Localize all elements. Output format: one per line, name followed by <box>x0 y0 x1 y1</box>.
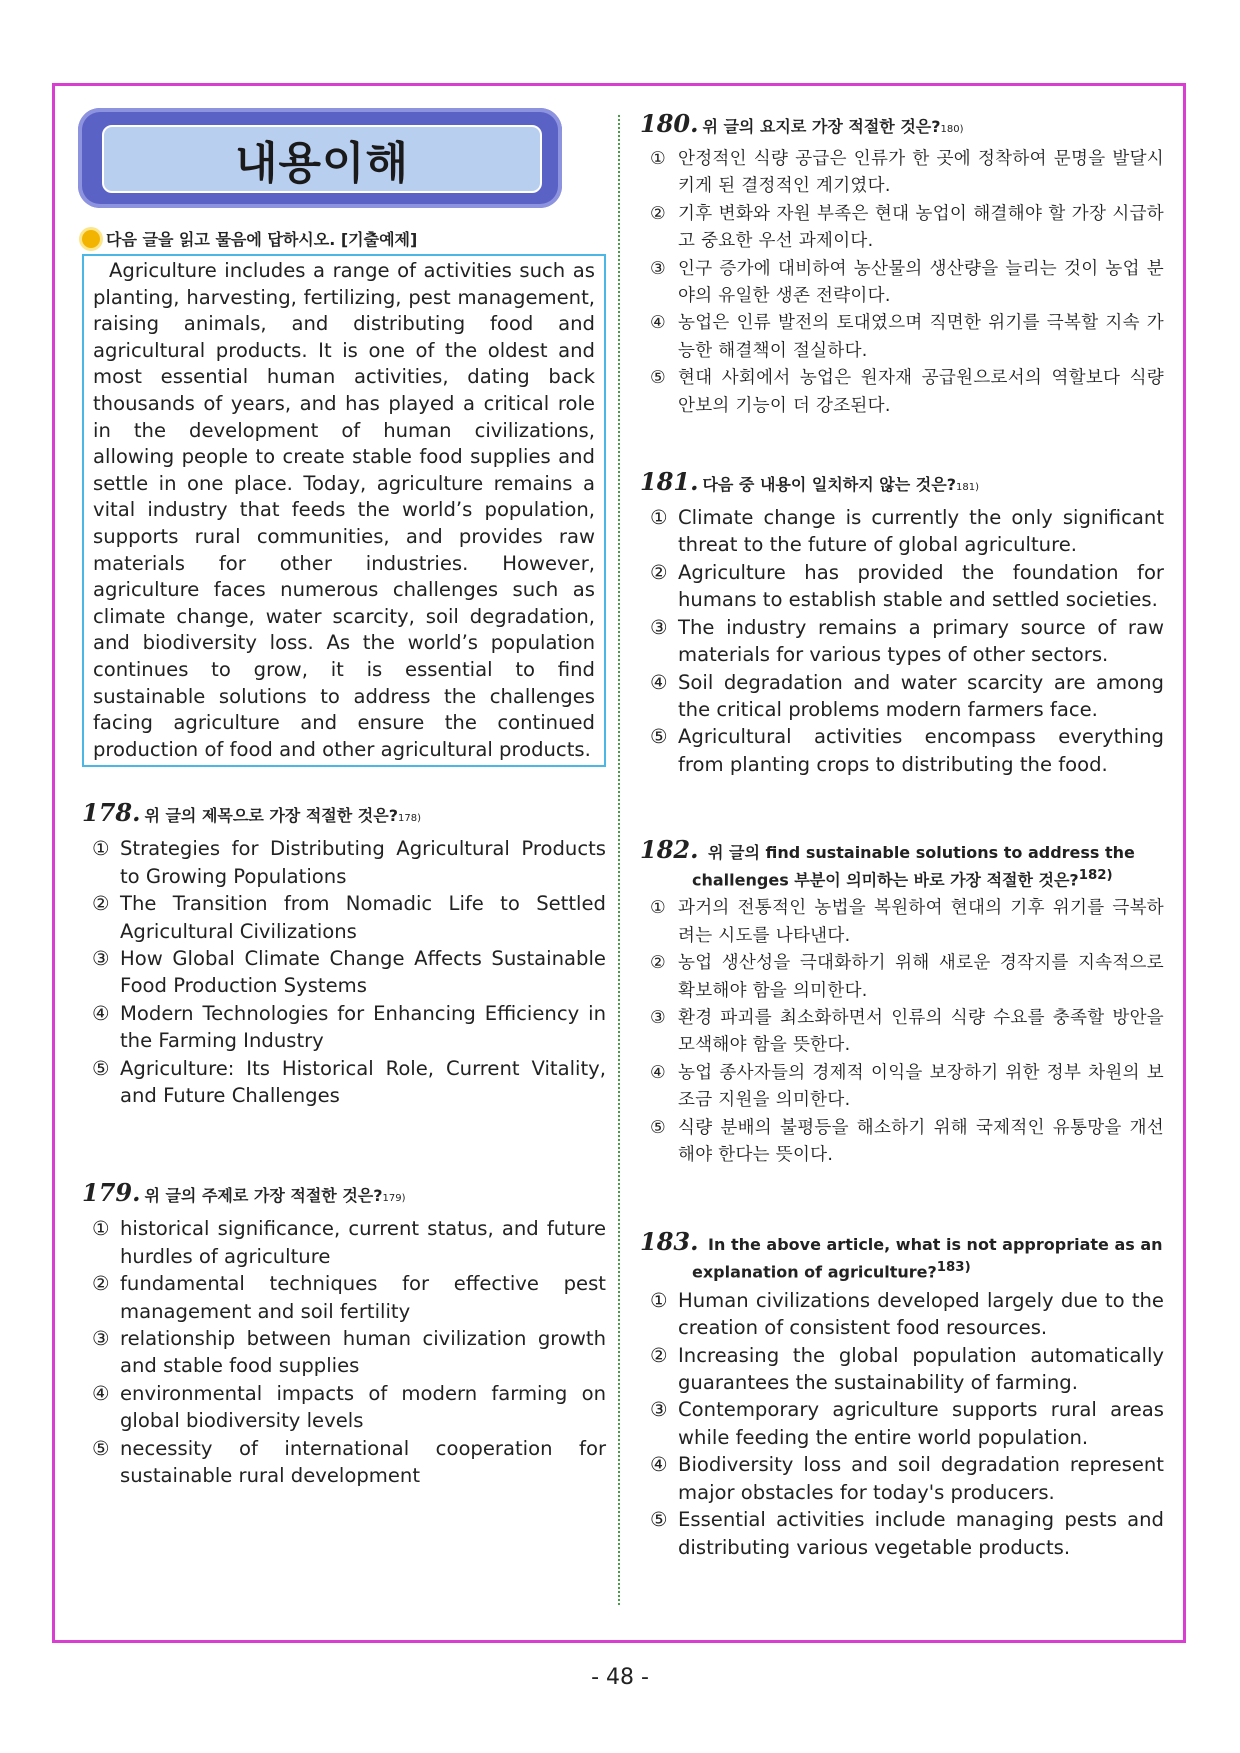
question-text-line1: 위 글의 find sustainable solutions to address the <box>708 843 1135 863</box>
question-header <box>640 835 1164 891</box>
option-mark: ③ <box>92 1326 110 1350</box>
option-text: fundamental techniques for effective pest management and soil fertility <box>120 1272 606 1323</box>
footnote-ref: 181) <box>955 482 979 494</box>
instruction-text: 다음 글을 읽고 물음에 답하시오. [기출예제] <box>106 230 418 249</box>
option-mark: ① <box>650 506 668 530</box>
option-text: Modern Technologies for Enhancing Efficiency in the Farming Industry <box>120 1001 606 1053</box>
question-text: 위 글의 제목으로 가장 적절한 것은? <box>144 806 398 826</box>
option-text: The industry remains a primary source of raw materials for various types of other sectors. <box>678 615 1164 667</box>
option-mark: ④ <box>650 313 666 334</box>
question-number: 183. <box>640 1226 699 1256</box>
passage-text: Agriculture includes a range of activities such as planting, harvesting, fertilizing, pest management, raising animals, and distributing food and agricultural products. It is one of the oldest and most essential human activities, dating back thousands of years, and has played a critical role in the development of human civilizations, allowing people to create stable food supplies and settle in one place. Today, agriculture remains a vital industry that feeds the world’s population, supports rural communities, and provides raw materials for other industries. However, agriculture faces numerous challenges such as climate change, water scarcity, soil degradation, and biodiversity loss. As the world’s population continues to grow, it is essential to find sustainable solutions to address the challenges facing agriculture and ensure the continued production of food and other agricultural products. <box>93 259 595 761</box>
option-2[interactable] <box>640 559 1164 614</box>
option-text: How Global Climate Change Affects Sustainable Food Production Systems <box>120 946 606 998</box>
option-text: Agriculture has provided the foundation for humans to establish stable and settled societies. <box>678 560 1164 612</box>
option-text: 농업 생산성을 극대화하기 위해 새로운 경작지를 지속적으로 확보해야 함을 의미한다. <box>678 953 1164 1001</box>
option-mark: ④ <box>650 1453 668 1477</box>
options-list <box>640 504 1164 778</box>
options-list <box>640 1287 1164 1561</box>
left-column <box>82 108 606 1489</box>
option-4[interactable] <box>640 310 1164 365</box>
question-text: 위 글의 요지로 가장 적절한 것은? <box>702 117 941 136</box>
option-text: The Transition from Nomadic Life to Settled Agricultural Civilizations <box>120 892 606 943</box>
option-text: Contemporary agriculture supports rural areas while feeding the entire world population. <box>678 1398 1164 1449</box>
option-text: 인구 증가에 대비하여 농산물의 생산량을 늘리는 것이 농업 분야의 유일한 생존 전략이다. <box>678 258 1164 307</box>
option-mark: ③ <box>650 615 668 639</box>
option-text: 현대 사회에서 농업은 원자재 공급원으로서의 역할보다 식량 안보의 기능이 더 강조된다. <box>678 368 1164 416</box>
options-list <box>82 835 606 1109</box>
option-1[interactable] <box>82 1215 606 1270</box>
option-3[interactable] <box>82 1325 606 1380</box>
option-1[interactable] <box>82 835 606 890</box>
option-mark: ④ <box>92 1381 110 1405</box>
footnote-ref: 182) <box>1078 868 1113 884</box>
option-1[interactable] <box>640 504 1164 559</box>
question-text-line2: explanation of agriculture? <box>692 1261 937 1281</box>
option-text: 과거의 전통적인 농법을 복원하여 현대의 기후 위기를 극복하려는 시도를 나타낸다. <box>678 898 1164 946</box>
option-text: 식량 분배의 불평등을 해소하기 위해 국제적인 유통망을 개선해야 한다는 뜻이다. <box>678 1117 1164 1166</box>
options-list <box>640 146 1164 420</box>
option-4[interactable] <box>82 1380 606 1435</box>
option-2[interactable] <box>82 1270 606 1325</box>
option-text: Increasing the global population automatically guarantees the sustainability of farming. <box>678 1343 1164 1395</box>
option-mark: ③ <box>650 1008 666 1029</box>
option-mark: ③ <box>650 1398 668 1422</box>
option-2[interactable] <box>82 890 606 945</box>
option-5[interactable] <box>82 1435 606 1490</box>
section-banner-inner <box>102 125 542 193</box>
question-header <box>640 467 1164 500</box>
option-text: 기후 변화와 자원 부족은 현대 농업이 해결해야 할 가장 시급하고 중요한 우선 과제이다. <box>678 203 1164 252</box>
option-3[interactable] <box>82 945 606 1000</box>
passage-box <box>82 254 606 767</box>
right-column <box>640 109 1164 1561</box>
option-5[interactable] <box>640 365 1164 420</box>
option-text: Human civilizations developed largely due to the creation of consistent food resources. <box>678 1288 1164 1340</box>
question-text: 다음 중 내용이 일치하지 않는 것은? <box>702 475 956 495</box>
option-mark: ④ <box>650 670 668 694</box>
option-2[interactable] <box>640 950 1164 1005</box>
option-text: historical significance, current status, and future hurdles of agriculture <box>120 1217 606 1268</box>
options-list <box>640 895 1164 1169</box>
column-divider <box>618 115 620 1605</box>
question-179 <box>82 1178 606 1489</box>
option-2[interactable] <box>640 201 1164 256</box>
option-mark: ② <box>650 1343 668 1367</box>
section-title: 내용이해 <box>234 138 409 189</box>
option-mark: ④ <box>92 1001 110 1025</box>
option-mark: ⑤ <box>92 1056 110 1080</box>
option-3[interactable] <box>640 1005 1164 1060</box>
question-text: 위 글의 주제로 가장 적절한 것은? <box>144 1186 383 1206</box>
option-1[interactable] <box>640 1287 1164 1342</box>
question-number: 182. <box>640 835 699 865</box>
option-5[interactable] <box>640 1115 1164 1170</box>
option-4[interactable] <box>640 1060 1164 1115</box>
option-text: Essential activities include managing pests and distributing various vegetable products. <box>678 1508 1164 1559</box>
option-mark: ③ <box>92 946 110 970</box>
option-3[interactable] <box>640 256 1164 311</box>
option-mark: ② <box>650 953 666 974</box>
option-mark: ⑤ <box>650 725 668 749</box>
question-number: 181. <box>640 467 699 497</box>
option-text: 환경 파괴를 최소화하면서 인류의 식량 수요를 충족할 방안을 모색해야 함을 뜻한다. <box>678 1008 1164 1056</box>
option-text: environmental impacts of modern farming on global biodiversity levels <box>120 1381 606 1433</box>
option-1[interactable] <box>640 895 1164 950</box>
question-header <box>82 1178 606 1211</box>
option-mark: ④ <box>650 1062 666 1083</box>
question-182 <box>640 835 1164 1169</box>
option-text: Agriculture: Its Historical Role, Current Vitality, and Future Challenges <box>120 1056 606 1107</box>
question-180 <box>640 109 1164 420</box>
option-text: 농업은 인류 발전의 토대였으며 직면한 위기를 극복할 지속 가능한 해결책이 절실하다. <box>678 313 1164 361</box>
footnote-ref: 179) <box>382 1193 406 1205</box>
question-text-line2: challenges 부분이 의미하는 바로 가장 적절한 것은? <box>692 870 1079 890</box>
option-4[interactable] <box>82 1000 606 1055</box>
option-mark: ⑤ <box>650 368 666 389</box>
question-number: 180. <box>640 109 699 138</box>
option-mark: ① <box>650 1288 668 1312</box>
option-mark: ① <box>650 898 666 919</box>
option-mark: ② <box>650 203 666 224</box>
option-mark: ⑤ <box>92 1436 110 1460</box>
footnote-ref: 178) <box>397 813 421 825</box>
question-header <box>640 1226 1164 1283</box>
option-text: Agricultural activities encompass everything from planting crops to distributing the food. <box>678 725 1164 776</box>
question-header <box>82 798 606 831</box>
question-181 <box>640 467 1164 778</box>
section-banner <box>78 108 562 208</box>
option-4[interactable] <box>640 669 1164 724</box>
option-mark: ③ <box>650 258 666 279</box>
instruction <box>82 227 606 250</box>
question-number: 178. <box>82 798 141 828</box>
option-5[interactable] <box>640 723 1164 778</box>
option-mark: ⑤ <box>650 1508 668 1532</box>
option-mark: ② <box>650 560 668 584</box>
option-3[interactable] <box>640 1396 1164 1451</box>
option-mark: ⑤ <box>650 1117 666 1138</box>
option-text: Strategies for Distributing Agricultural Products to Growing Populations <box>120 837 606 888</box>
options-list <box>82 1215 606 1489</box>
option-text: Climate change is currently the only significant threat to the future of global agriculture. <box>678 506 1164 557</box>
question-header <box>640 109 1164 142</box>
question-183 <box>640 1226 1164 1561</box>
option-5[interactable] <box>640 1506 1164 1561</box>
option-mark: ① <box>92 1217 110 1241</box>
option-text: 농업 종사자들의 경제적 이익을 보장하기 위한 정부 차원의 보조금 지원을 의미한다. <box>678 1062 1164 1111</box>
question-number: 179. <box>82 1178 141 1208</box>
option-mark: ① <box>650 149 666 169</box>
option-text: Biodiversity loss and soil degradation represent major obstacles for today's producers. <box>678 1453 1164 1504</box>
option-text: relationship between human civilization growth and stable food supplies <box>120 1326 606 1378</box>
option-4[interactable] <box>640 1451 1164 1506</box>
option-mark: ② <box>92 892 110 916</box>
option-2[interactable] <box>640 1342 1164 1397</box>
flower-icon <box>82 230 100 248</box>
question-text-line1: In the above article, what is not appropriate as an <box>708 1234 1163 1254</box>
option-text: necessity of international cooperation for sustainable rural development <box>120 1436 606 1487</box>
option-3[interactable] <box>640 614 1164 669</box>
option-mark: ② <box>92 1272 110 1296</box>
option-text: Soil degradation and water scarcity are among the critical problems modern farmers face. <box>678 670 1164 721</box>
option-mark: ① <box>92 837 110 861</box>
footnote-ref: 180) <box>940 124 964 135</box>
option-text: 안정적인 식량 공급은 인류가 한 곳에 정착하여 문명을 발달시키게 된 결정적인 계기였다. <box>678 149 1164 197</box>
option-1[interactable] <box>640 146 1164 201</box>
option-5[interactable] <box>82 1055 606 1110</box>
page-number: - 48 - <box>591 1665 649 1690</box>
footnote-ref: 183) <box>936 1259 971 1275</box>
question-178 <box>82 798 606 1109</box>
